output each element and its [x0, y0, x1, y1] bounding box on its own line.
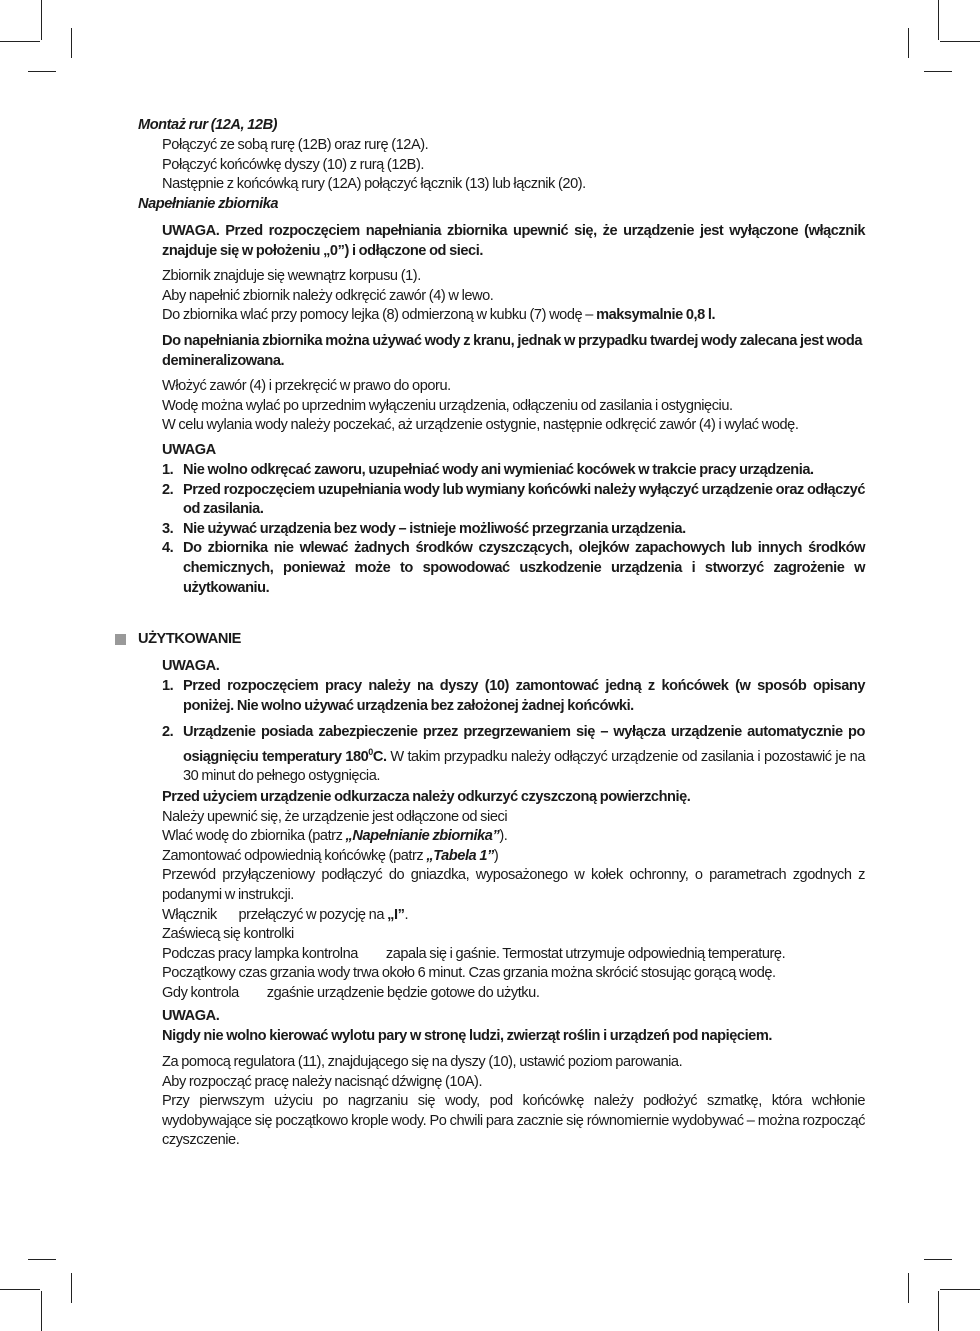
text: Włącznik przełączyć w pozycję na: [162, 906, 388, 923]
montaz-steps: [162, 136, 865, 195]
text-line: W celu wylania wody należy poczekać, aż urządzenie ostygnie, następnie odkręcić zawór (4) i wylać wodę.: [162, 417, 799, 434]
list-item: 3. Nie używać urządzenia bez wody – istnieje możliwość przegrzania urządzenia.: [162, 520, 686, 537]
list-item: 2. Przed rozpoczęciem uzupełniania wody lub wymiany końcówki należy wyłączyć urządzenie oraz odłączyć od zasilania.: [162, 481, 865, 518]
section-bullet-icon: [115, 634, 126, 645]
text-line: Włożyć zawór (4) i przekręcić w prawo do oporu.: [162, 378, 451, 394]
warning-list: [162, 461, 865, 598]
text-line: Początkowy czas grzania wody trwa około 6 minut. Czas grzania można skrócić stosując gorącą wodę.: [162, 965, 776, 982]
crop-mark: [908, 28, 909, 58]
usage-steps: [162, 788, 865, 1004]
text: ): [493, 847, 499, 864]
text-line: Gdy kontrola zgaśnie urządzenie będzie gotowe do użytku.: [162, 984, 540, 1001]
text-line: [162, 906, 865, 926]
text: Do zbiornika wlać przy pomocy lejka (8) odmierzoną w kubku (7) wodę –: [162, 307, 597, 324]
uwaga-label: UWAGA.: [162, 658, 220, 674]
crop-mark: [924, 71, 952, 72]
text-line: [162, 847, 865, 867]
text: Nie wolno odkręcać zaworu, uzupełniać wody ani wymieniać kocówek w trakcie pracy urządzenia.: [183, 462, 814, 478]
heading-napelnianie: Napełnianie zbiornika: [138, 196, 279, 212]
uwaga-label: UWAGA.: [162, 1008, 220, 1024]
list-item: 1. Nie wolno odkręcać zaworu, uzupełniać wody ani wymieniać kocówek w trakcie pracy urządzenia.: [162, 462, 814, 478]
crop-mark: [28, 1259, 56, 1260]
text-line: Wodę można wylać po uprzednim wyłączeniu urządzenia, odłączeniu od zasilania i ostygnięciu.: [162, 397, 733, 414]
text-line: Należy upewnić się, że urządzenie jest odłączone od sieci: [162, 808, 508, 825]
text-line: Połączyć końcówkę dyszy (10) z rurą (12B).: [162, 156, 424, 173]
text: Urządzenie posiada zabezpieczenie przez przegrzewaniem się – wyłącza urządzenie automatycznie po osiągnięciu temperatury 180: [183, 724, 865, 765]
text-line: Zbiornik znajduje się wewnątrz korpusu (1).: [162, 268, 421, 284]
reference: „Tabela 1”: [426, 847, 494, 864]
text-line: Za pomocą regulatora (11), znajdującego się na dyszy (10), ustawić poziom parowania.: [162, 1054, 683, 1070]
crop-mark: [940, 1289, 980, 1290]
max-capacity: maksymalnie 0,8 l.: [596, 307, 716, 324]
text-line: Przy pierwszym użyciu po nagrzaniu się wody, pod końcówkę należy podłożyć szmatkę, która wchłonie wydobywające się początkowo krople wody. Po chwili para zacznie się równomiernie wydobywać – można rozpocząć czyszczenie.: [162, 1093, 865, 1149]
position-label: „I”: [387, 906, 405, 923]
text-line: Przewód przyłączeniowy podłączyć do gniazdka, wyposażonego w kołek ochronny, o parametrach zgodnych z podanymi w instrukcji.: [162, 867, 865, 903]
crop-mark: [938, 1291, 939, 1331]
reference: „Napełnianie zbiornika”: [345, 828, 500, 845]
usage-warning-list: [162, 677, 865, 787]
text-line: Połączyć ze sobą rurę (12B) oraz rurę (12A).: [162, 137, 429, 153]
crop-mark: [41, 0, 42, 40]
heading-uzytkowanie: UŻYTKOWANIE: [138, 631, 241, 647]
text-line: Podczas pracy lampka kontrolna zapala się i gaśnie. Termostat utrzymuje odpowiednią temperaturę.: [162, 945, 786, 962]
text-line: Zaświecą się kontrolki: [162, 926, 294, 943]
crop-mark: [71, 1273, 72, 1303]
fill-steps: [162, 267, 865, 326]
crop-mark: [71, 28, 72, 58]
fill-warning: UWAGA. Przed rozpoczęciem napełniania zbiornika upewnić się, że urządzenie jest wyłączone (włącznik znajduje się w położeniu „0”) i odłączone od sieci.: [162, 223, 887, 259]
crop-mark: [0, 41, 40, 42]
crop-mark: [940, 41, 980, 42]
text: Zamontować odpowiednią końcówkę (patrz: [162, 847, 427, 864]
text-line: Aby rozpocząć pracę należy nacisnąć dźwignę (10A).: [162, 1073, 483, 1090]
heading-montaz: Montaż rur (12A, 12B): [138, 117, 278, 133]
text: .: [404, 906, 409, 923]
text: W takim przypadku należy odłączyć urządzenie od zasilania i pozostawić je na 30 minut do pełnego ostygnięcia.: [183, 748, 865, 785]
crop-mark: [924, 1259, 952, 1260]
list-item: 4. Do zbiornika nie wlewać żadnych środków czyszczących, olejków zapachowych lub innych środków chemicznych, ponieważ może to spowodować uszkodzenie urządzenia i stworzyć zagrożenie w użytkowaniu.: [162, 540, 865, 596]
text-line: Aby napełnić zbiornik należy odkręcić zawór (4) w lewo.: [162, 287, 494, 304]
crop-mark: [0, 1289, 40, 1290]
text-line: [162, 827, 865, 847]
crop-mark: [28, 71, 56, 72]
degree: 0: [368, 746, 373, 757]
text: Do zbiornika nie wlewać żadnych środków czyszczących, olejków zapachowych lub innych środków chemicznych, ponieważ może to spowodować uszkodzenie urządzenia i stworzyć zagrożenie w użytkowaniu.: [183, 540, 865, 596]
text: Nie używać urządzenia bez wody – istnieje możliwość przegrzania urządzenia.: [183, 520, 686, 537]
crop-mark: [908, 1273, 909, 1303]
list-item: 1. Przed rozpoczęciem pracy należy na dyszy (10) zamontować jedną z końcówek (w sposób opisany poniżej. Nie wolno używać urządzenia bez założonej żadnej końcówki.: [162, 678, 865, 714]
crop-mark: [938, 0, 939, 40]
text-line: [162, 306, 865, 326]
operation-steps: [162, 1053, 865, 1151]
text: Wlać wodę do zbiornika (patrz: [162, 828, 346, 845]
list-item: 2. Urządzenie posiada zabezpieczenie przez przegrzewaniem się – wyłącza urządzenie automatycznie po osiągnięciu temperatury $180^0C$. W takim przypadku należy odłączyć urządzenie od zasilania i pozostawić je na 30 minut do pełnego ostygnięcia.: [162, 724, 865, 785]
text-line: Następnie z końcówką rury (12A) połączyć łącznik (13) lub łącznik (20).: [162, 176, 586, 193]
steam-warning: Nigdy nie wolno kierować wylotu pary w stronę ludzi, zwierząt roślin i urządzeń pod napięciem.: [162, 1028, 772, 1044]
text: ).: [499, 828, 508, 845]
text-line: Przed użyciem urządzenie odkurzacza należy odkurzyć czyszczoną powierzchnię.: [162, 789, 691, 805]
text: Przed rozpoczęciem pracy należy na dyszy (10) zamontować jedną z końcówek (w sposób opisany poniżej. Nie wolno używać urządzenia bez założonej żadnej końcówki.: [183, 678, 865, 714]
crop-mark: [41, 1291, 42, 1331]
uwaga-label: UWAGA: [162, 442, 216, 458]
unit: C.: [372, 748, 387, 765]
water-note: Do napełniania zbiornika można używać wody z kranu, jednak w przypadku twardej wody zalecana jest woda demineralizowana.: [162, 333, 862, 369]
text: Przed rozpoczęciem uzupełniania wody lub wymiany końcówki należy wyłączyć urządzenie oraz odłączyć od zasilania.: [183, 481, 865, 518]
drain-steps: [162, 377, 865, 436]
